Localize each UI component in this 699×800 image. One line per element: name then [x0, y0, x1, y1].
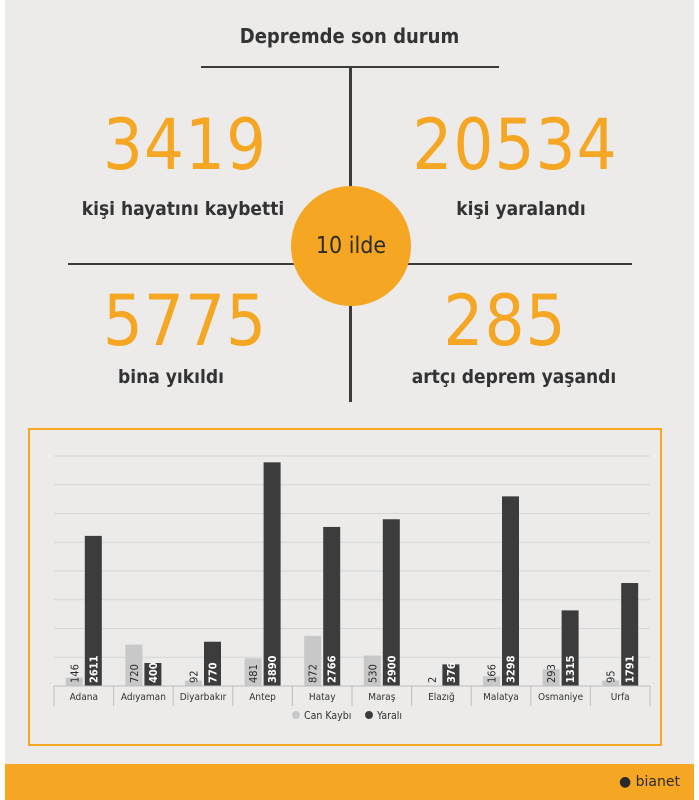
data-label-can-kaybi: 481: [247, 664, 261, 683]
x-tick-label: Hatay: [308, 692, 336, 703]
brand-logo: ● bianet: [618, 774, 680, 790]
data-label-yarali: 1791: [623, 655, 637, 683]
legend-marker-can-kaybi: [292, 711, 300, 719]
data-label-yarali: 770: [206, 662, 220, 683]
data-label-yarali: 2766: [325, 655, 339, 683]
legend-label-yarali: Yaralı: [377, 710, 403, 722]
data-label-yarali: 376: [444, 662, 458, 683]
data-label-yarali: 3890: [266, 655, 280, 683]
bar-chart-svg: [30, 430, 660, 744]
x-tick-label: Adana: [69, 692, 99, 703]
page-title: Depremde son durum: [239, 24, 460, 48]
bar-yarali: [264, 462, 281, 686]
legend-label-can-kaybi: Can Kaybı: [304, 710, 352, 722]
x-tick-label: Urfa: [610, 692, 630, 703]
data-label-yarali: 3298: [504, 655, 518, 683]
stat-aftershocks-label: artçı deprem yaşandı: [411, 366, 617, 388]
x-tick-label: Malatya: [483, 692, 519, 703]
x-tick-label: Adıyaman: [120, 692, 166, 703]
footer-bar: [5, 764, 694, 800]
horizontal-line-right: [408, 263, 632, 265]
data-label-can-kaybi: 92: [187, 670, 201, 683]
stat-aftershocks-value: 285: [443, 280, 567, 362]
x-tick-label: Diyarbakır: [179, 692, 227, 703]
data-label-can-kaybi: 166: [485, 664, 499, 683]
x-tick-label: Maraş: [368, 692, 396, 703]
bar-chart: [28, 428, 662, 746]
vertical-line-lower: [349, 302, 352, 402]
stat-buildings-label: bina yıkıldı: [118, 366, 224, 388]
data-label-yarali: 2611: [87, 655, 101, 683]
stat-injured-label: kişi yaralandı: [456, 198, 586, 220]
data-label-yarali: 400: [146, 662, 160, 683]
data-label-can-kaybi: 2: [425, 676, 439, 683]
brand-name: bianet: [635, 774, 680, 790]
vertical-line-upper: [349, 66, 352, 190]
frame-right-edge: [694, 0, 699, 800]
stat-injured-value: 20534: [412, 104, 618, 186]
x-tick-label: Elazığ: [428, 692, 455, 703]
data-label-can-kaybi: 720: [127, 664, 141, 683]
legend-marker-yarali: [365, 711, 373, 719]
frame-left-edge: [0, 0, 5, 800]
data-label-can-kaybi: 530: [366, 664, 380, 683]
data-label-can-kaybi: 293: [545, 664, 559, 683]
stat-deaths-value: 3419: [102, 104, 268, 186]
data-label-can-kaybi: 872: [306, 664, 320, 683]
x-tick-label: Antep: [249, 692, 276, 703]
stat-deaths-label: kişi hayatını kaybetti: [81, 198, 285, 220]
data-label-yarali: 2900: [385, 655, 399, 683]
data-label-can-kaybi: 95: [604, 670, 618, 683]
data-label-yarali: 1315: [564, 655, 578, 683]
center-badge: [291, 186, 411, 306]
x-tick-label: Osmaniye: [538, 692, 584, 703]
horizontal-line-left: [68, 263, 294, 265]
data-label-can-kaybi: 146: [68, 664, 82, 683]
stat-buildings-value: 5775: [102, 280, 268, 362]
center-badge-label: 10 ilde: [315, 233, 387, 259]
